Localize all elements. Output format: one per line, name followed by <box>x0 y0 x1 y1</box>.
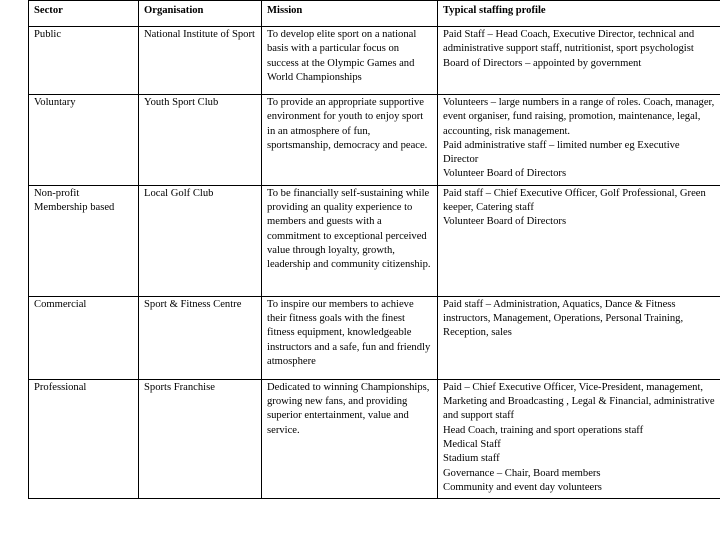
mission-cell: To develop elite sport on a national basis with a particular focus on success at the Olympic Games and World Championships <box>262 27 438 95</box>
header-staffing-profile: Typical staffing profile <box>438 1 720 27</box>
staffing-cell <box>438 296 720 379</box>
sector-table <box>28 0 720 499</box>
staffing-line: Head Coach, training and sport operations staff <box>443 424 644 436</box>
staffing-cell <box>438 95 720 186</box>
staffing-line: Paid staff – Chief Executive Officer, Golf Professional, Green keeper, Catering staff <box>443 187 706 214</box>
table-row <box>29 95 720 186</box>
header-organisation: Organisation <box>139 1 262 27</box>
staffing-line: Governance – Chair, Board members <box>443 467 601 479</box>
staffing-line: Paid administrative staff – limited number eg Executive Director <box>443 139 680 166</box>
mission-cell: To provide an appropriate supportive environment for youth to enjoy sport in an atmosphere of fun, sportsmanship, democracy and peace. <box>262 95 438 186</box>
staffing-line: Volunteer Board of Directors <box>443 216 567 228</box>
organisation-cell: Sports Franchise <box>139 379 262 498</box>
header-mission: Mission <box>262 1 438 27</box>
staffing-cell <box>438 185 720 296</box>
table-row <box>29 296 720 379</box>
staffing-line: Stadium staff <box>443 453 500 465</box>
header-sector: Sector <box>29 1 139 27</box>
table-row <box>29 185 720 296</box>
mission-cell: To inspire our members to achieve their fitness goals with the finest fitness equipment, knowledgeable instructors and a safe, fun and friendly atmosphere <box>262 296 438 379</box>
organisation-cell: Local Golf Club <box>139 185 262 296</box>
staffing-line: Paid Staff – Head Coach, Executive Director, technical and administrative support staff, nutritionist, sport psychologist <box>443 29 695 55</box>
header-row <box>29 1 720 27</box>
sector-cell: Commercial <box>29 296 139 379</box>
organisation-cell: Youth Sport Club <box>139 95 262 186</box>
organisation-cell: Sport & Fitness Centre <box>139 296 262 379</box>
mission-cell: To be financially self-sustaining while providing an quality experience to members and guests with a commitment to exceptional perceived value through loyalty, growth, leadership and community citizenship. <box>262 185 438 296</box>
sector-cell: Non-profit Membership based <box>29 185 139 296</box>
sector-cell: Professional <box>29 379 139 498</box>
table-row <box>29 379 720 498</box>
sector-cell: Voluntary <box>29 95 139 186</box>
staffing-cell <box>438 27 720 95</box>
staffing-cell <box>438 379 720 498</box>
staffing-line: Board of Directors – appointed by government <box>443 57 642 69</box>
staffing-line: Paid – Chief Executive Officer, Vice-President, management, Marketing and Broadcasting , Legal & Financial, administrative and support staff <box>443 381 715 422</box>
staffing-line: Volunteers – large numbers in a range of roles. Coach, manager, event organiser, fund raising, promotion, maintenance, legal, accounting, risk management. <box>443 97 715 137</box>
organisation-cell: National Institute of Sport <box>139 27 262 95</box>
staffing-line: Volunteer Board of Directors <box>443 168 567 180</box>
sector-cell: Public <box>29 27 139 95</box>
staffing-line: Community and event day volunteers <box>443 481 602 493</box>
table-row <box>29 27 720 95</box>
mission-cell: Dedicated to winning Championships, growing new fans, and providing superior entertainment, value and service. <box>262 379 438 498</box>
staffing-line: Paid staff – Administration, Aquatics, Dance & Fitness instructors, Management, Operations, Personal Training, Reception, sales <box>443 298 684 339</box>
staffing-line: Medical Staff <box>443 438 501 450</box>
